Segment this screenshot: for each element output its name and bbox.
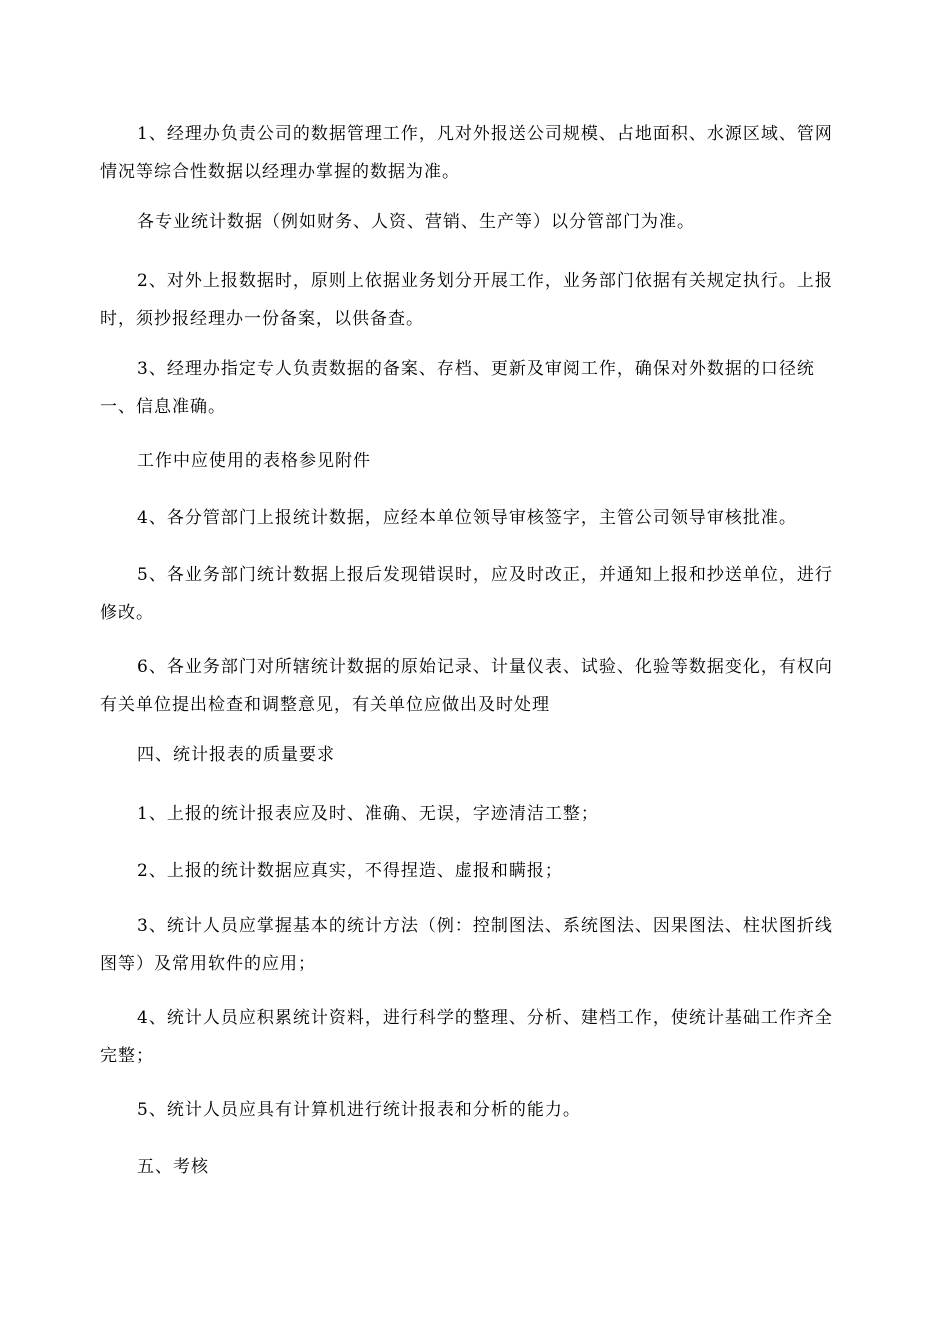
paragraph-data-change-rights: 6、各业务部门对所辖统计数据的原始记录、计量仪表、试验、化验等数据变化，有权向有关单位提出检查和调整意见，有关单位应做出及时处理 — [100, 657, 833, 715]
paragraph-professional-statistics: 各专业统计数据（例如财务、人资、营销、生产等）以分管部门为准。 — [137, 212, 695, 232]
section-heading-assessment: 五、考核 — [137, 1157, 209, 1177]
paragraph-statistical-methods: 3、统计人员应掌握基本的统计方法（例：控制图法、系统图法、因果图法、柱状图折线图等）及常用软件的应用； — [100, 916, 833, 974]
paragraph-computer-skills: 5、统计人员应具有计算机进行统计报表和分析的能力。 — [137, 1100, 581, 1120]
paragraph-accumulate-data: 4、统计人员应积累统计资料，进行科学的整理、分析、建档工作，使统计基础工作齐全完整； — [100, 1008, 833, 1066]
paragraph-department-approval: 4、各分管部门上报统计数据，应经本单位领导审核签字，主管公司领导审核批准。 — [137, 508, 797, 528]
paragraph-quality-timely: 1、上报的统计报表应及时、准确、无误，字迹清洁工整； — [137, 804, 599, 824]
section-heading-quality-requirements: 四、统计报表的质量要求 — [137, 745, 335, 765]
paragraph-data-management: 1、经理办负责公司的数据管理工作，凡对外报送公司规模、占地面积、水源区域、管网情况等综合性数据以经理办掌握的数据为准。 — [100, 124, 833, 182]
paragraph-quality-truthful: 2、上报的统计数据应真实，不得捏造、虚报和瞒报； — [137, 861, 563, 881]
paragraph-attachment-note: 工作中应使用的表格参见附件 — [137, 451, 371, 471]
paragraph-external-reporting: 2、对外上报数据时，原则上依据业务划分开展工作，业务部门依据有关规定执行。上报时，须抄报经理办一份备案，以供备查。 — [100, 271, 833, 329]
paragraph-designated-staff: 3、经理办指定专人负责数据的备案、存档、更新及审阅工作，确保对外数据的口径统一、信息准确。 — [100, 359, 815, 417]
paragraph-error-correction: 5、各业务部门统计数据上报后发现错误时，应及时改正，并通知上报和抄送单位，进行修改。 — [100, 565, 833, 623]
